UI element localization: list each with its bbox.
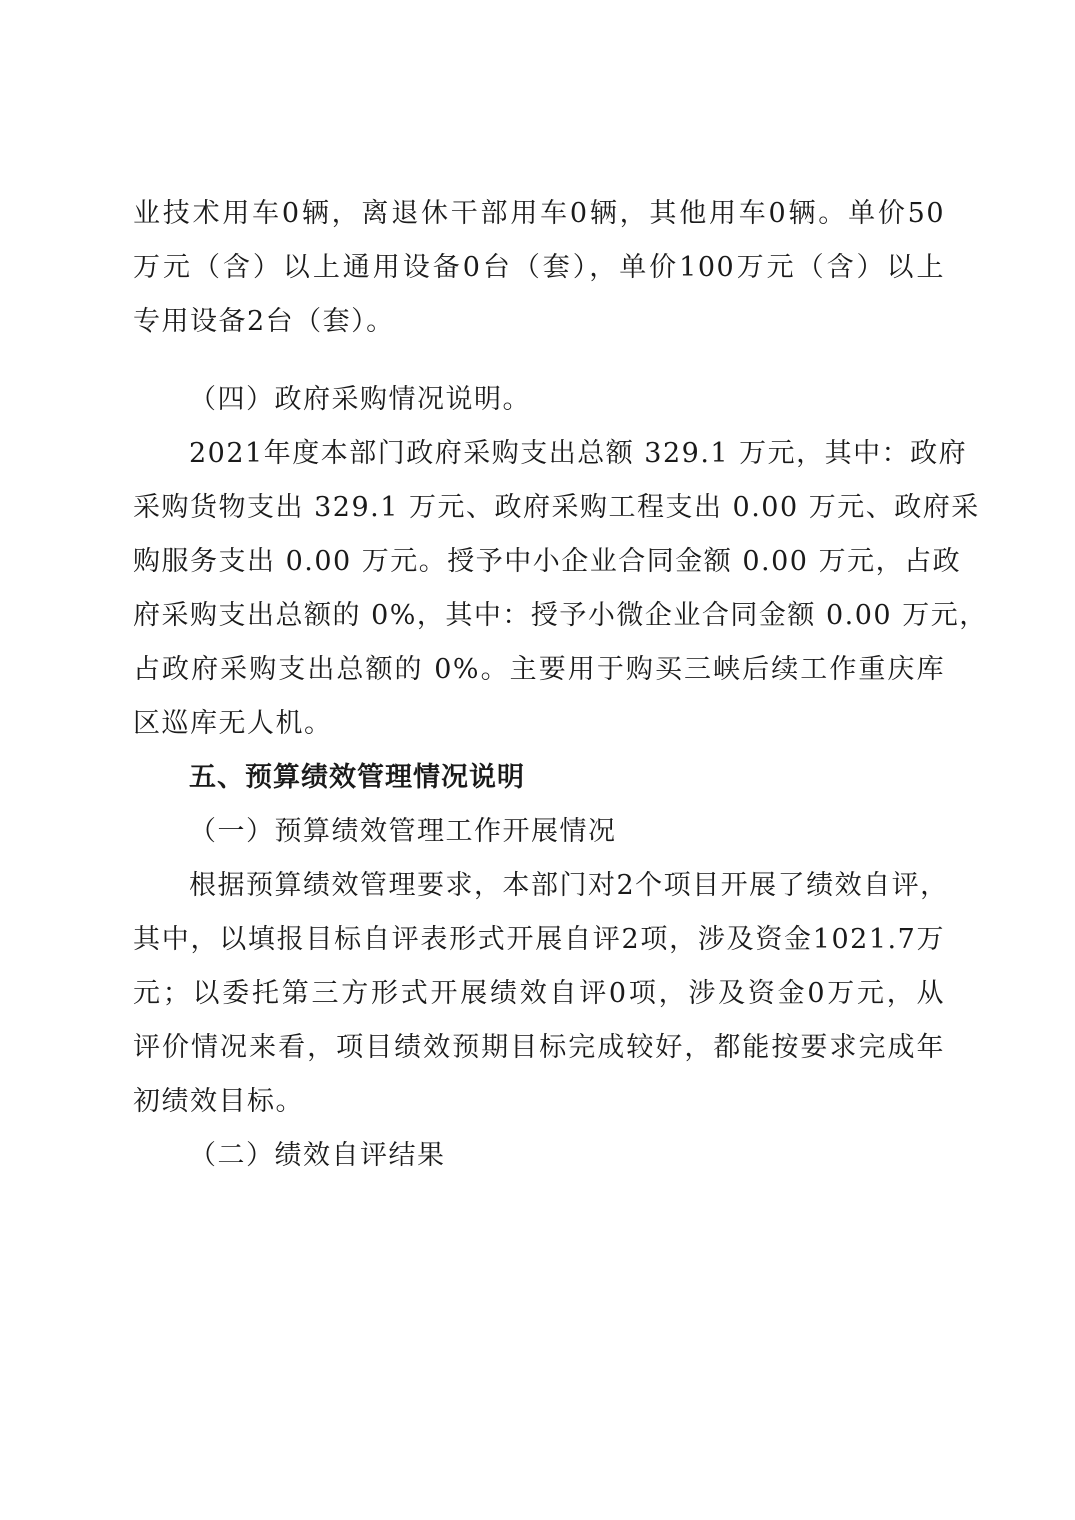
paragraph-line: 根据预算绩效管理要求，本部门对2个项目开展了绩效自评， <box>189 870 949 901</box>
section-heading-performance: 五、预算绩效管理情况说明 <box>189 762 525 793</box>
paragraph-line: 评价情况来看，项目绩效预期目标完成较好，都能按要求完成年 <box>133 1032 945 1063</box>
paragraph-line: 占政府采购支出总额的 0%。主要用于购买三峡后续工作重庆库 <box>133 654 945 685</box>
paragraph-line: 区巡库无人机。 <box>133 708 333 739</box>
paragraph-line: 业技术用车0辆，离退休干部用车0辆，其他用车0辆。单价50 <box>133 198 945 229</box>
subsection-heading-work: （一）预算绩效管理工作开展情况 <box>189 816 617 847</box>
paragraph-line: 其中，以填报目标自评表形式开展自评2项，涉及资金1021.7万 <box>133 924 945 955</box>
paragraph-line: 专用设备2台（套）。 <box>133 306 395 337</box>
paragraph-line: 采购货物支出 329.1 万元、政府采购工程支出 0.00 万元、政府采 <box>133 492 980 523</box>
paragraph-line: 购服务支出 0.00 万元。授予中小企业合同金额 0.00 万元，占政 <box>133 546 962 577</box>
paragraph-line: 府采购支出总额的 0%，其中：授予小微企业合同金额 0.00 万元， <box>133 600 988 631</box>
paragraph-line: 2021年度本部门政府采购支出总额 329.1 万元，其中：政府 <box>189 438 968 469</box>
paragraph-line: 元；以委托第三方形式开展绩效自评0项，涉及资金0万元，从 <box>133 978 945 1009</box>
paragraph-line: 万元（含）以上通用设备0台（套），单价100万元（含）以上 <box>133 252 945 283</box>
subsection-heading-results: （二）绩效自评结果 <box>189 1140 446 1171</box>
section-heading-procurement: （四）政府采购情况说明。 <box>189 384 531 415</box>
paragraph-line: 初绩效目标。 <box>133 1086 304 1117</box>
